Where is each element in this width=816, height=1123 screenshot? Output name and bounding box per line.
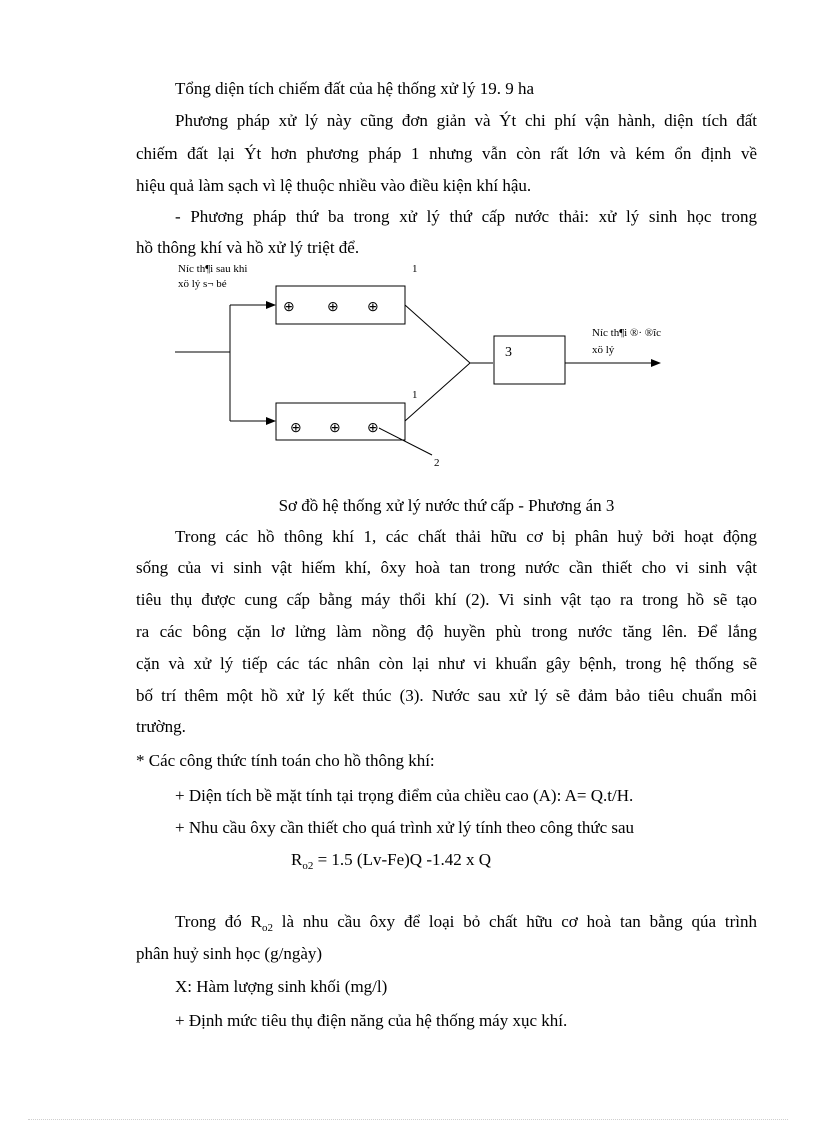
paragraph-method2-line2: chiếm đất lại Ýt hơn phương pháp 1 nhưng vẫn còn rất lớn và kém ổn định về	[136, 144, 757, 163]
body-line7: trường.	[136, 717, 186, 736]
formula-ro2	[291, 849, 491, 871]
where-prefix: Trong đó R	[175, 912, 262, 931]
output-label-line2: xö lý	[592, 344, 615, 356]
where-line2: phân huỷ sinh học (g/ngày)	[136, 944, 323, 963]
body-line6: bố trí thêm một hồ xử lý kết thúc (3). Nước sau xử lý sẽ đảm bảo tiêu chuẩn môi	[136, 686, 757, 705]
where-rest: là nhu cầu ôxy để loại bỏ chất hữu cơ hoà tan bằng qúa trình	[272, 912, 757, 931]
paragraph-method2-line1: Phương pháp xử lý này cũng đơn giản và Ýt chi phí vận hành, diện tích đất	[175, 111, 757, 130]
aerator-icon: ⊕	[327, 300, 339, 315]
formula-oxygen-intro: + Nhu cầu ôxy cần thiết cho quá trình xử lý tính theo công thức sau	[175, 818, 635, 837]
final-treatment-pond	[494, 336, 565, 384]
pond-top-number: 1	[412, 263, 418, 275]
aerator-icon: ⊕	[367, 421, 379, 436]
aerator-icon: ⊕	[283, 300, 295, 315]
body-line1: Trong các hồ thông khí 1, các chất thải hữu cơ bị phân huỷ bởi hoạt động	[175, 527, 757, 546]
pond-bottom-number: 1	[412, 389, 418, 401]
where-subscript: o2	[261, 922, 273, 934]
input-label-line2: xö lý s¬ bé	[178, 278, 227, 290]
biomass-definition: X: Hàm lượng sinh khối (mg/l)	[175, 977, 388, 996]
ro2-subscript: o2	[302, 860, 314, 872]
treatment-flow-diagram	[160, 258, 680, 473]
top-outflow-line	[405, 305, 470, 363]
input-label-line1: Níc th¶i sau khi	[178, 263, 248, 275]
aerated-pond-top	[276, 286, 405, 324]
output-label-line1: Níc th¶i ®· ®îc	[592, 327, 662, 339]
body-line4: ra các bông cặn lơ lửng làm nồng độ huyền phù trong nước tăng lên. Để lắng	[136, 622, 757, 641]
page-bottom-border	[28, 1119, 788, 1120]
body-line3: tiêu thụ được cung cấp bằng máy thổi khí (2). Vi sinh vật tạo ra trong hồ sẽ tạo	[136, 590, 757, 609]
paragraph-method2-line3: hiệu quả làm sạch vì lệ thuộc nhiều vào điều kiện khí hậu.	[136, 176, 532, 195]
paragraph-total-area: Tổng diện tích chiếm đất của hệ thống xử lý 19. 9 ha	[175, 79, 535, 98]
formulas-heading: * Các công thức tính toán cho hồ thông khí:	[136, 751, 435, 770]
paragraph-method3-line1: - Phương pháp thứ ba trong xử lý thứ cấp nước thải: xử lý sinh học trong	[175, 207, 757, 226]
where-line1	[175, 911, 757, 933]
ro2-symbol: R	[291, 850, 303, 869]
final-pond-number: 3	[505, 345, 512, 360]
ro2-expression: = 1.5 (Lv-Fe)Q -1.42 x Q	[313, 850, 492, 869]
aerator-icon: ⊕	[367, 300, 379, 315]
energy-consumption: + Định mức tiêu thụ điện năng của hệ thống máy xục khí.	[175, 1011, 568, 1030]
diagram-caption: Sơ đồ hệ thống xử lý nước thứ cấp - Phương án 3	[278, 496, 615, 515]
blower-number: 2	[434, 457, 440, 469]
formula-area: + Diện tích bề mặt tính tại trọng điểm của chiều cao (A): A= Q.t/H.	[175, 786, 634, 805]
body-line5: cặn và xử lý tiếp các tác nhân còn lại như vi khuẩn gây bệnh, trong hệ thống sẽ	[136, 654, 757, 673]
paragraph-method3-line2: hồ thông khí và hồ xử lý triệt để.	[136, 238, 360, 257]
aerator-icon: ⊕	[329, 421, 341, 436]
aerator-icon: ⊕	[290, 421, 302, 436]
body-line2: sống của vi sinh vật hiếm khí, ôxy hoà tan trong nước cần thiết cho vi sinh vật	[136, 558, 757, 577]
